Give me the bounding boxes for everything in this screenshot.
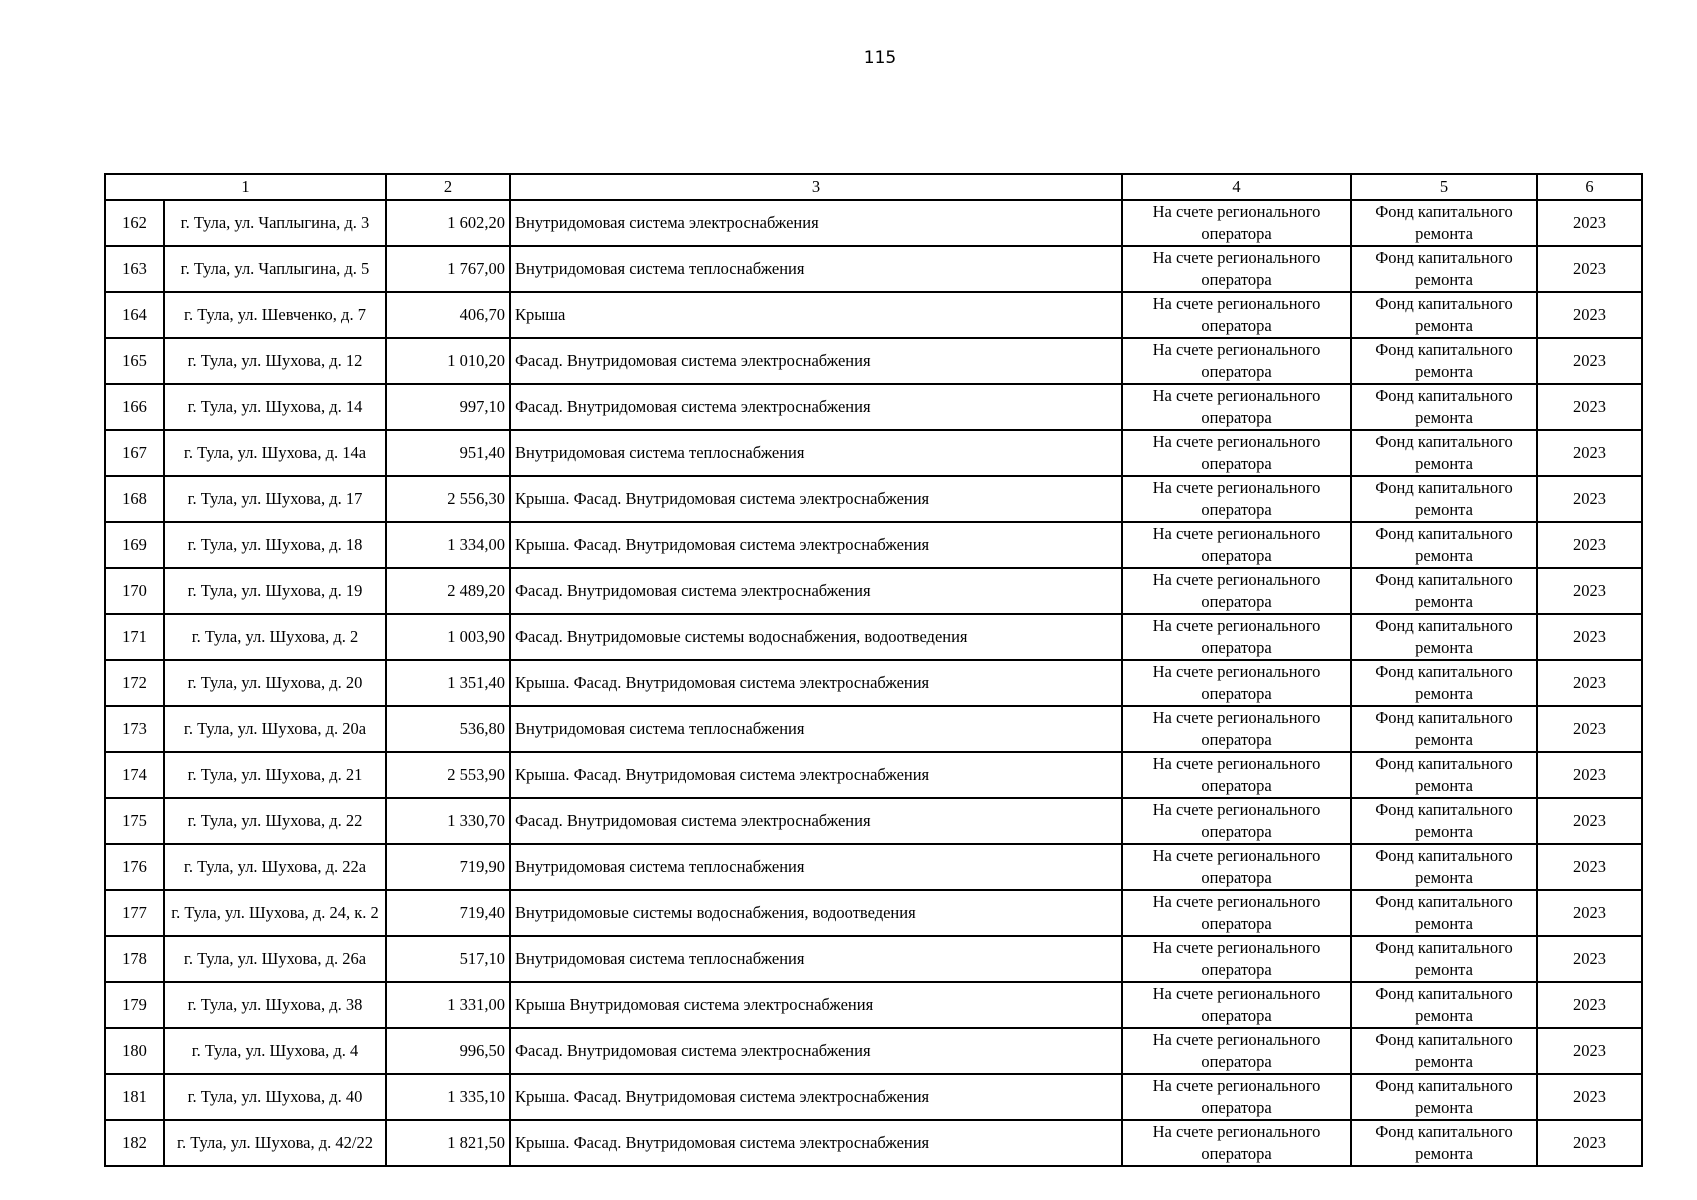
row-address: г. Тула, ул. Шухова, д. 40 [164,1074,386,1120]
row-number: 164 [105,292,164,338]
row-year: 2023 [1537,936,1642,982]
row-address: г. Тула, ул. Шухова, д. 17 [164,476,386,522]
row-cost: 2 556,30 [386,476,510,522]
row-funding-source: Фонд капитального ремонта [1351,752,1537,798]
row-year: 2023 [1537,1074,1642,1120]
row-funding-source: Фонд капитального ремонта [1351,338,1537,384]
table-row [105,200,1642,246]
row-funding-source: Фонд капитального ремонта [1351,292,1537,338]
row-year: 2023 [1537,844,1642,890]
row-number: 171 [105,614,164,660]
row-account: На счете регионального оператора [1122,246,1351,292]
row-address: г. Тула, ул. Шухова, д. 2 [164,614,386,660]
row-year: 2023 [1537,430,1642,476]
row-address: г. Тула, ул. Шухова, д. 20 [164,660,386,706]
row-funding-source: Фонд капитального ремонта [1351,568,1537,614]
row-work-type: Фасад. Внутридомовая система электроснабжения [510,338,1122,384]
row-work-type: Фасад. Внутридомовая система электроснабжения [510,1028,1122,1074]
row-number: 163 [105,246,164,292]
table-header [105,174,1642,200]
table-body [105,200,1642,1166]
header-row [105,174,1642,200]
table-row [105,706,1642,752]
row-cost: 997,10 [386,384,510,430]
row-number: 167 [105,430,164,476]
table-row [105,890,1642,936]
row-number: 173 [105,706,164,752]
row-work-type: Крыша. Фасад. Внутридомовая система электроснабжения [510,1074,1122,1120]
row-account: На счете регионального оператора [1122,706,1351,752]
row-number: 166 [105,384,164,430]
row-work-type: Фасад. Внутридомовая система электроснабжения [510,568,1122,614]
row-number: 178 [105,936,164,982]
row-cost: 951,40 [386,430,510,476]
row-funding-source: Фонд капитального ремонта [1351,1120,1537,1166]
capital-repair-table [104,173,1643,1167]
row-year: 2023 [1537,338,1642,384]
row-work-type: Крыша. Фасад. Внутридомовая система электроснабжения [510,660,1122,706]
row-address: г. Тула, ул. Чаплыгина, д. 5 [164,246,386,292]
row-account: На счете регионального оператора [1122,1028,1351,1074]
table-row [105,430,1642,476]
row-cost: 517,10 [386,936,510,982]
row-funding-source: Фонд капитального ремонта [1351,844,1537,890]
table-row [105,384,1642,430]
row-address: г. Тула, ул. Шухова, д. 24, к. 2 [164,890,386,936]
row-year: 2023 [1537,292,1642,338]
row-year: 2023 [1537,614,1642,660]
table-row [105,476,1642,522]
row-account: На счете регионального оператора [1122,982,1351,1028]
row-account: На счете регионального оператора [1122,200,1351,246]
row-number: 174 [105,752,164,798]
row-funding-source: Фонд капитального ремонта [1351,660,1537,706]
row-year: 2023 [1537,384,1642,430]
row-cost: 1 331,00 [386,982,510,1028]
row-number: 177 [105,890,164,936]
row-year: 2023 [1537,1120,1642,1166]
row-address: г. Тула, ул. Шухова, д. 22 [164,798,386,844]
row-number: 168 [105,476,164,522]
row-cost: 406,70 [386,292,510,338]
row-funding-source: Фонд капитального ремонта [1351,614,1537,660]
row-work-type: Внутридомовая система электроснабжения [510,200,1122,246]
row-year: 2023 [1537,660,1642,706]
row-account: На счете регионального оператора [1122,890,1351,936]
row-account: На счете регионального оператора [1122,292,1351,338]
row-work-type: Внутридомовая система теплоснабжения [510,706,1122,752]
table-row [105,246,1642,292]
row-year: 2023 [1537,1028,1642,1074]
row-address: г. Тула, ул. Шухова, д. 42/22 [164,1120,386,1166]
table-row [105,798,1642,844]
row-number: 162 [105,200,164,246]
page-number: 115 [863,48,897,68]
row-cost: 1 010,20 [386,338,510,384]
row-account: На счете регионального оператора [1122,844,1351,890]
row-number: 169 [105,522,164,568]
row-address: г. Тула, ул. Шухова, д. 22а [164,844,386,890]
row-funding-source: Фонд капитального ремонта [1351,936,1537,982]
row-work-type: Крыша. Фасад. Внутридомовая система электроснабжения [510,752,1122,798]
row-work-type: Фасад. Внутридомовые системы водоснабжения, водоотведения [510,614,1122,660]
row-work-type: Внутридомовая система теплоснабжения [510,844,1122,890]
row-account: На счете регионального оператора [1122,568,1351,614]
row-cost: 1 330,70 [386,798,510,844]
row-cost: 1 351,40 [386,660,510,706]
row-number: 179 [105,982,164,1028]
header-col-1: 1 [105,174,386,200]
row-number: 182 [105,1120,164,1166]
row-funding-source: Фонд капитального ремонта [1351,798,1537,844]
table-row [105,982,1642,1028]
row-work-type: Крыша. Фасад. Внутридомовая система электроснабжения [510,476,1122,522]
row-funding-source: Фонд капитального ремонта [1351,200,1537,246]
row-cost: 996,50 [386,1028,510,1074]
row-account: На счете регионального оператора [1122,338,1351,384]
row-number: 165 [105,338,164,384]
row-account: На счете регионального оператора [1122,614,1351,660]
row-year: 2023 [1537,982,1642,1028]
row-work-type: Крыша. Фасад. Внутридомовая система электроснабжения [510,1120,1122,1166]
row-address: г. Тула, ул. Шухова, д. 38 [164,982,386,1028]
header-col-6: 6 [1537,174,1642,200]
row-work-type: Фасад. Внутридомовая система электроснабжения [510,798,1122,844]
table-row [105,568,1642,614]
header-col-5: 5 [1351,174,1537,200]
row-account: На счете регионального оператора [1122,660,1351,706]
row-address: г. Тула, ул. Шухова, д. 20а [164,706,386,752]
row-account: На счете регионального оператора [1122,1074,1351,1120]
table-row [105,338,1642,384]
row-account: На счете регионального оператора [1122,1120,1351,1166]
table-row [105,1120,1642,1166]
row-account: На счете регионального оператора [1122,752,1351,798]
row-account: На счете регионального оператора [1122,522,1351,568]
row-year: 2023 [1537,522,1642,568]
row-account: На счете регионального оператора [1122,430,1351,476]
row-work-type: Внутридомовая система теплоснабжения [510,936,1122,982]
row-address: г. Тула, ул. Шухова, д. 14 [164,384,386,430]
row-funding-source: Фонд капитального ремонта [1351,982,1537,1028]
row-cost: 1 767,00 [386,246,510,292]
row-funding-source: Фонд капитального ремонта [1351,706,1537,752]
row-account: На счете регионального оператора [1122,476,1351,522]
row-work-type: Крыша. Фасад. Внутридомовая система электроснабжения [510,522,1122,568]
row-funding-source: Фонд капитального ремонта [1351,430,1537,476]
row-address: г. Тула, ул. Шухова, д. 12 [164,338,386,384]
table-row [105,292,1642,338]
row-work-type: Внутридомовая система теплоснабжения [510,246,1122,292]
row-cost: 1 335,10 [386,1074,510,1120]
row-cost: 719,90 [386,844,510,890]
row-funding-source: Фонд капитального ремонта [1351,246,1537,292]
row-cost: 719,40 [386,890,510,936]
row-number: 175 [105,798,164,844]
row-account: На счете регионального оператора [1122,384,1351,430]
row-work-type: Крыша Внутридомовая система электроснабжения [510,982,1122,1028]
row-cost: 536,80 [386,706,510,752]
row-address: г. Тула, ул. Шухова, д. 14а [164,430,386,476]
row-year: 2023 [1537,798,1642,844]
row-year: 2023 [1537,890,1642,936]
row-cost: 1 602,20 [386,200,510,246]
table-row [105,752,1642,798]
row-cost: 2 553,90 [386,752,510,798]
row-work-type: Фасад. Внутридомовая система электроснабжения [510,384,1122,430]
row-cost: 1 003,90 [386,614,510,660]
header-col-4: 4 [1122,174,1351,200]
row-year: 2023 [1537,706,1642,752]
row-funding-source: Фонд капитального ремонта [1351,1074,1537,1120]
row-address: г. Тула, ул. Чаплыгина, д. 3 [164,200,386,246]
row-address: г. Тула, ул. Шевченко, д. 7 [164,292,386,338]
row-number: 176 [105,844,164,890]
row-year: 2023 [1537,200,1642,246]
row-funding-source: Фонд капитального ремонта [1351,1028,1537,1074]
row-address: г. Тула, ул. Шухова, д. 21 [164,752,386,798]
row-account: На счете регионального оператора [1122,798,1351,844]
row-funding-source: Фонд капитального ремонта [1351,384,1537,430]
table-row [105,614,1642,660]
row-address: г. Тула, ул. Шухова, д. 26а [164,936,386,982]
row-year: 2023 [1537,476,1642,522]
row-number: 180 [105,1028,164,1074]
row-cost: 1 821,50 [386,1120,510,1166]
row-year: 2023 [1537,246,1642,292]
row-work-type: Внутридомовые системы водоснабжения, водоотведения [510,890,1122,936]
row-number: 170 [105,568,164,614]
table-row [105,1028,1642,1074]
table-row [105,522,1642,568]
row-funding-source: Фонд капитального ремонта [1351,522,1537,568]
row-funding-source: Фонд капитального ремонта [1351,476,1537,522]
row-funding-source: Фонд капитального ремонта [1351,890,1537,936]
row-address: г. Тула, ул. Шухова, д. 19 [164,568,386,614]
row-number: 172 [105,660,164,706]
row-work-type: Внутридомовая система теплоснабжения [510,430,1122,476]
row-address: г. Тула, ул. Шухова, д. 18 [164,522,386,568]
row-work-type: Крыша [510,292,1122,338]
header-col-2: 2 [386,174,510,200]
header-col-3: 3 [510,174,1122,200]
row-number: 181 [105,1074,164,1120]
row-cost: 2 489,20 [386,568,510,614]
row-year: 2023 [1537,568,1642,614]
table-row [105,936,1642,982]
row-address: г. Тула, ул. Шухова, д. 4 [164,1028,386,1074]
table-row [105,844,1642,890]
row-cost: 1 334,00 [386,522,510,568]
table-row [105,1074,1642,1120]
row-year: 2023 [1537,752,1642,798]
row-account: На счете регионального оператора [1122,936,1351,982]
table-row [105,660,1642,706]
